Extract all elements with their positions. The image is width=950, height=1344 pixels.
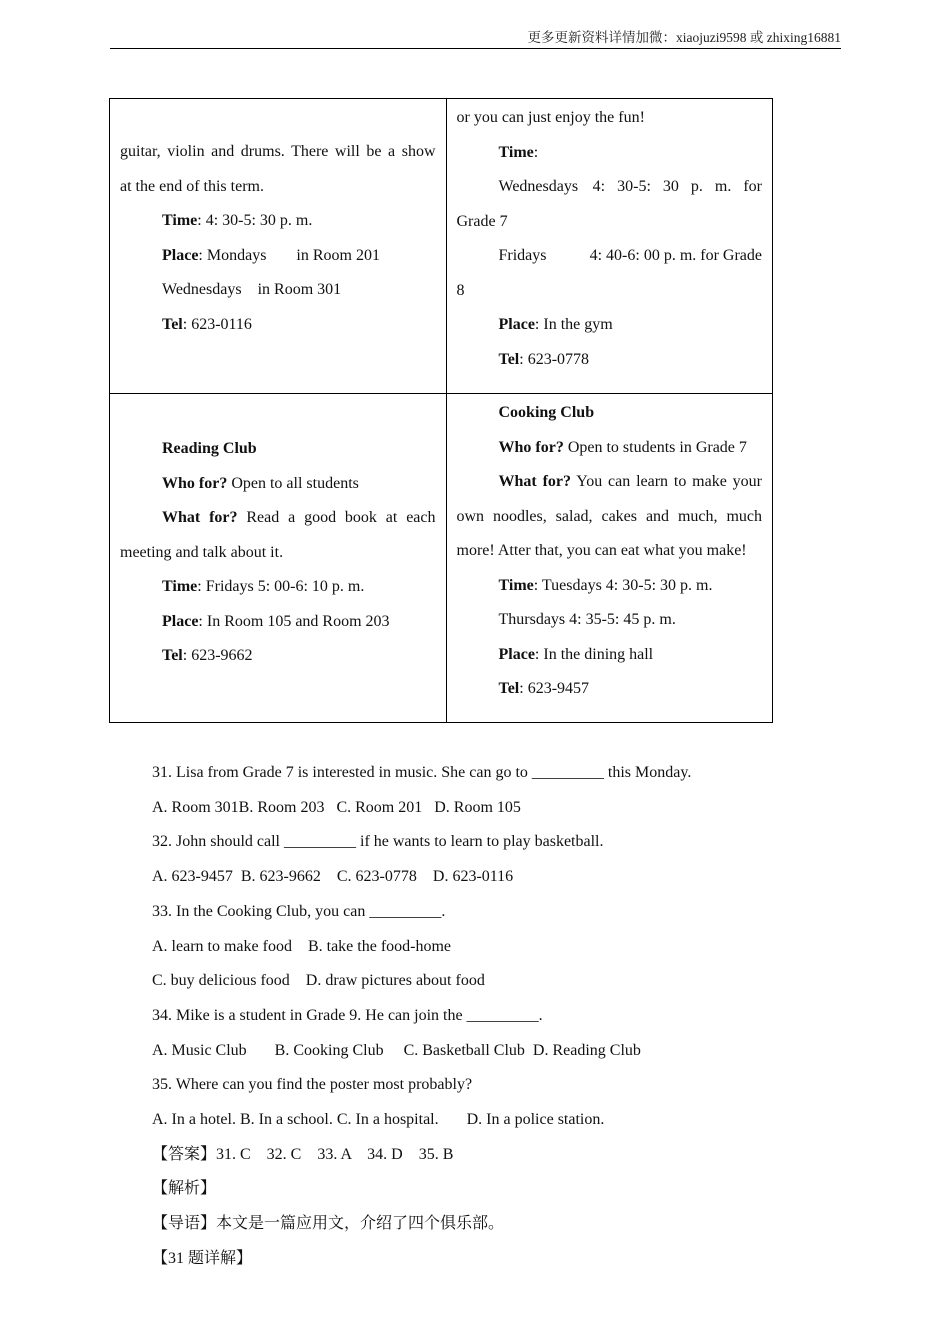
cooking-place: Place: In the dining hall	[498, 645, 654, 663]
clubs-table	[109, 98, 773, 723]
options-33-cd: C. buy delicious food D. draw pictures about food	[152, 972, 485, 990]
basketball-description-line: or you can just enjoy the fun!	[456, 109, 645, 126]
basketball-time-label: Time:	[498, 143, 539, 161]
page-header: 更多更新资料详情加微：xiaojuzi9598 或 zhixing16881	[110, 26, 841, 49]
options-34: A. Music Club B. Cooking Club C. Basketball Club D. Reading Club	[152, 1041, 641, 1059]
reading-what-for: What for? Read a good book at each	[162, 509, 436, 526]
basketball-friday-grade: 8	[456, 281, 465, 299]
cooking-what-for: What for? You can learn to make your	[498, 473, 762, 490]
music-place-2: Wednesdays in Room 301	[162, 281, 342, 298]
table-row-2	[110, 394, 773, 723]
analysis-heading: 【解析】	[152, 1180, 217, 1198]
music-club-cell	[110, 99, 447, 394]
reading-what-for-2: meeting and talk about it.	[120, 543, 284, 561]
question-35: 35. Where can you find the poster most probably?	[152, 1076, 473, 1094]
cooking-time: Time: Tuesdays 4: 30-5: 30 p. m.	[498, 576, 713, 594]
reading-club-title: Reading Club	[162, 440, 257, 457]
options-35: A. In a hotel. B. In a school. C. In a hospital. D. In a police station.	[152, 1111, 605, 1129]
basketball-tel: Tel: 623-0778	[498, 350, 590, 368]
basketball-place: Place: In the gym	[498, 316, 613, 333]
question-34: 34. Mike is a student in Grade 9. He can join the _________.	[152, 1006, 543, 1024]
question-31: 31. Lisa from Grade 7 is interested in music. She can go to _________ this Monday.	[152, 764, 692, 781]
cooking-who-for: Who for? Open to students in Grade 7	[498, 438, 747, 456]
reading-who-for: Who for? Open to all students	[162, 474, 359, 492]
question-33: 33. In the Cooking Club, you can _________.	[152, 902, 446, 920]
music-place: Place: Mondays in Room 201	[162, 246, 380, 264]
basketball-friday: Fridays 4: 40-6: 00 p. m. for Grade	[498, 247, 762, 264]
reading-club-cell	[110, 394, 447, 723]
questions-section	[152, 756, 852, 1277]
reading-tel: Tel: 623-9662	[162, 647, 253, 664]
music-tel: Tel: 623-0116	[162, 315, 252, 333]
cooking-time-2: Thursdays 4: 35-5: 45 p. m.	[498, 611, 676, 628]
basketball-wednesday: Wednesdays 4: 30-5: 30 p. m. for	[498, 178, 762, 195]
options-33-ab: A. learn to make food B. take the food-home	[152, 937, 452, 955]
options-32: A. 623-9457 B. 623-9662 C. 623-0778 D. 623-0116	[152, 868, 514, 886]
cooking-club-cell	[446, 394, 773, 723]
intro-note: 【导语】本文是一篇应用文，介绍了四个俱乐部。	[152, 1215, 505, 1233]
basketball-club-cell	[446, 99, 773, 394]
basketball-wednesday-grade: Grade 7	[456, 212, 508, 230]
question-32: 32. John should call _________ if he wants to learn to play basketball.	[152, 833, 604, 851]
cooking-club-title: Cooking Club	[498, 404, 595, 421]
music-time: Time: 4: 30-5: 30 p. m.	[162, 212, 313, 229]
music-description-line: guitar, violin and drums. There will be a show	[120, 143, 436, 160]
cooking-what-for-2: own noodles, salad, cakes and much, much	[456, 507, 762, 525]
cooking-what-for-3: more! Atter that, you can eat what you make!	[456, 542, 747, 559]
music-description-line: at the end of this term.	[120, 177, 264, 195]
table-row-1	[110, 99, 773, 394]
reading-place: Place: In Room 105 and Room 203	[162, 612, 390, 630]
options-31: A. Room 301B. Room 203 C. Room 201 D. Room 105	[152, 798, 521, 816]
reading-time: Time: Fridays 5: 00-6: 10 p. m.	[162, 578, 365, 595]
answer-key: 【答案】31. C 32. C 33. A 34. D 35. B	[152, 1145, 454, 1163]
cooking-tel: Tel: 623-9457	[498, 680, 590, 697]
q31-detail-heading: 【31 题详解】	[152, 1249, 253, 1267]
